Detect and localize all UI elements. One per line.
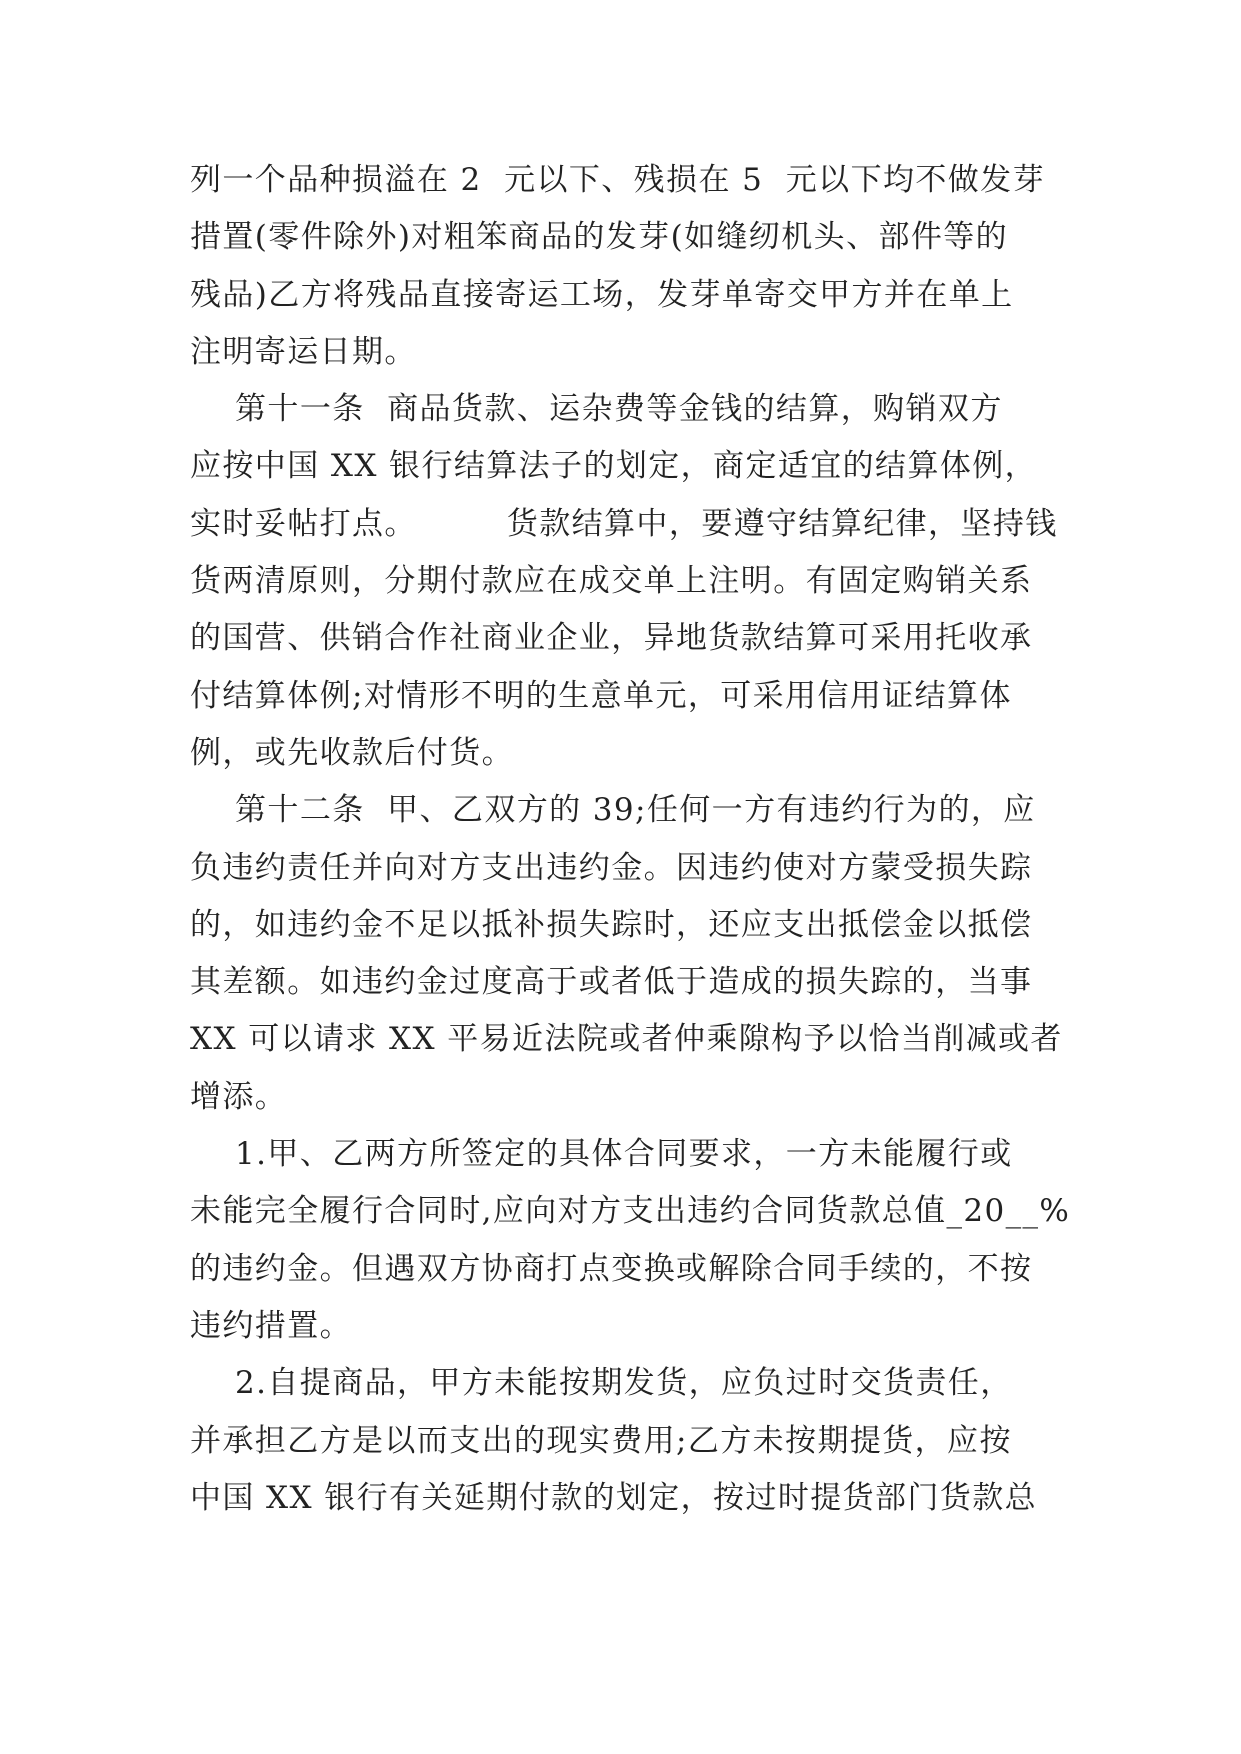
text-line: 列一个品种损溢在 2 元以下、残损在 5 元以下均不做发芽 (190, 162, 1045, 198)
text-line: 措置(零件除外)对粗笨商品的发芽(如缝纫机头、部件等的 (190, 219, 1009, 256)
text-line: 第十一条 商品货款、运杂费等金钱的结算，购销双方 (190, 391, 1003, 428)
text-line: 例，或先收款后付货。 (190, 734, 514, 771)
text-line: 2.自提商品，甲方未能按期发货，应负过时交货责任， (190, 1365, 1013, 1402)
text-line: 并承担乙方是以而支出的现实费用;乙方未按期提货，应按 (190, 1422, 1012, 1459)
text-line: 的违约金。但遇双方协商打点变换或解除合同手续的，不按 (190, 1250, 1033, 1287)
text-line: 中国 XX 银行有关延期付款的划定，按过时提货部门货款总 (190, 1479, 1038, 1516)
text-line: 未能完全履行合同时,应向对方支出违约合同货款总值_20__% (190, 1193, 1071, 1230)
document-body (190, 152, 1071, 1527)
text-line: 1.甲、乙两方所签定的具体合同要求，一方未能履行或 (190, 1136, 1013, 1173)
text-line: 其差额。如违约金过度高于或者低于造成的损失踪的，当事 (190, 964, 1033, 1001)
text-line: 的国营、供销合作社商业企业，异地货款结算可采用托收承 (190, 620, 1033, 657)
text-line: 实时妥帖打点。 货款结算中，要遵守结算纪律，坚持钱 (190, 505, 1058, 542)
text-line: 违约措置。 (190, 1307, 352, 1344)
text-line: 付结算体例;对情形不明的生意单元，可采用信用证结算体 (190, 677, 1012, 714)
text-line: 应按中国 XX 银行结算法子的划定，商定适宜的结算体例， (190, 448, 1038, 485)
text-line: 货两清原则，分期付款应在成交单上注明。有固定购销关系 (190, 563, 1033, 600)
text-line: XX 可以请求 XX 平易近法院或者仲乘隙构予以恰当削减或者 (190, 1021, 1063, 1058)
text-line: 的，如违约金不足以抵补损失踪时，还应支出抵偿金以抵偿 (190, 906, 1033, 943)
text-line: 残品)乙方将残品直接寄运工场，发芽单寄交甲方并在单上 (190, 276, 1014, 313)
text-line: 增添。 (190, 1078, 288, 1115)
text-line: 第十二条 甲、乙双方的 39;任何一方有违约行为的，应 (190, 792, 1036, 829)
text-line: 负违约责任并向对方支出违约金。因违约使对方蒙受损失踪 (190, 849, 1033, 886)
text-line: 注明寄运日期。 (190, 333, 417, 370)
